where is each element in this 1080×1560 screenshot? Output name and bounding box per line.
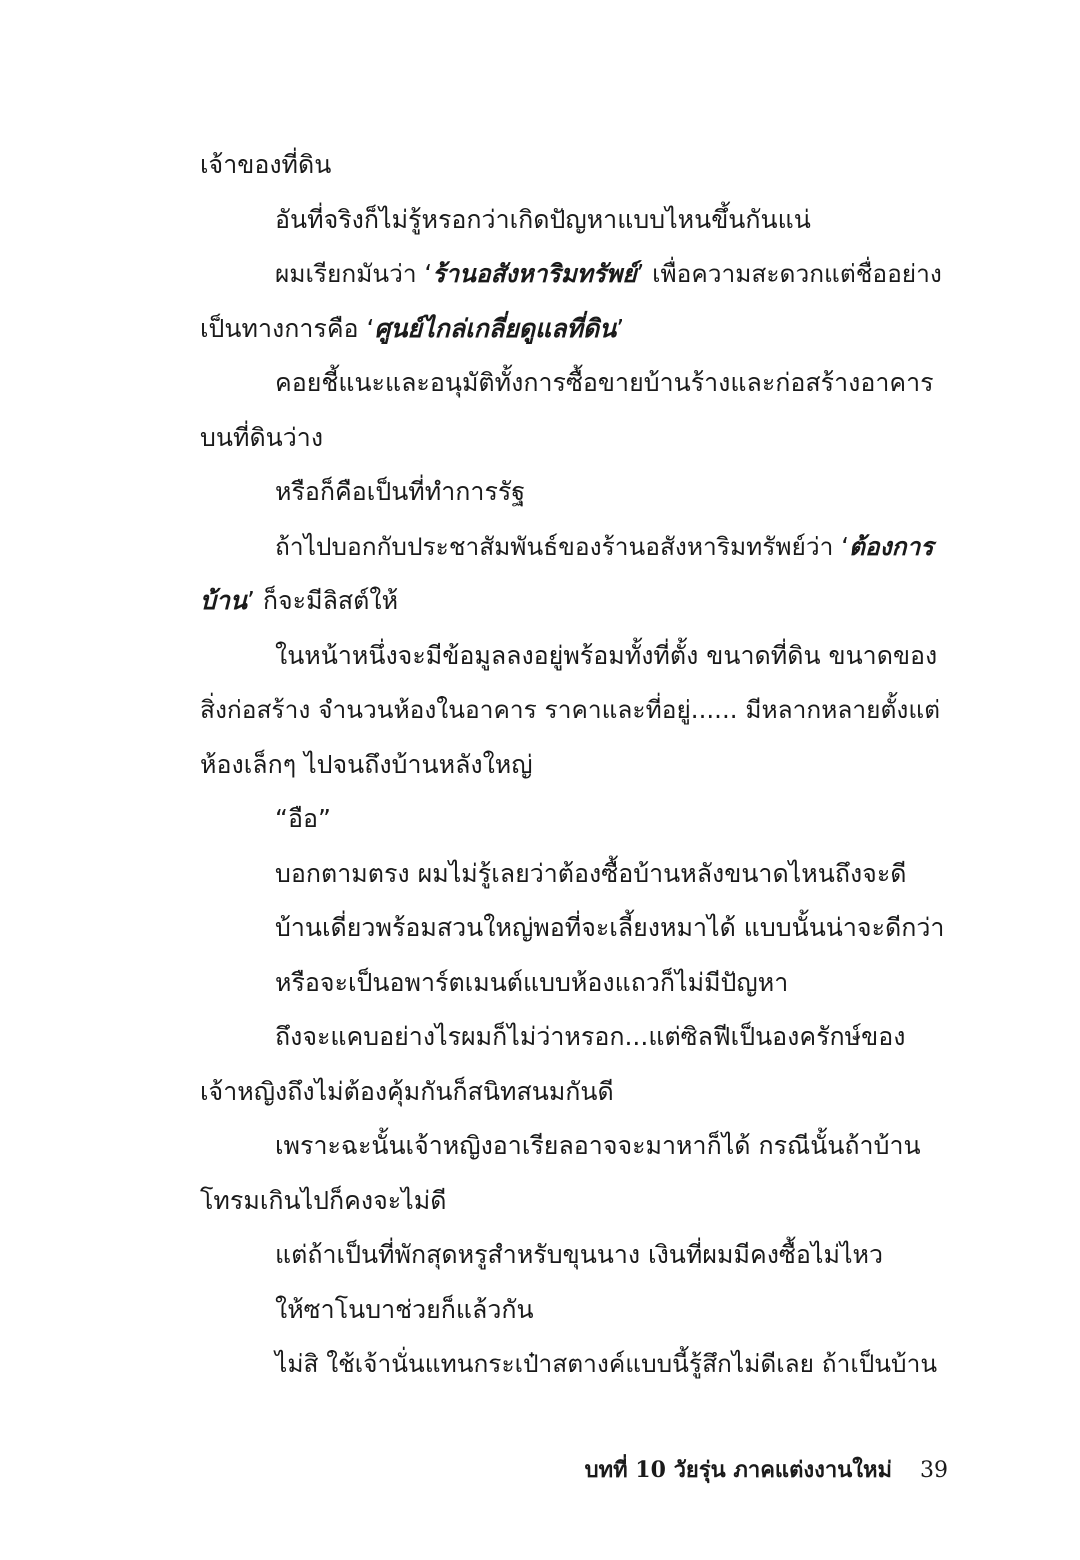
line-text: สิ่งก่อสร้าง จำนวนห้องในอาคาร ราคาและที่อยู่...... มีหลากหลายตั้งแต่ bbox=[200, 695, 941, 724]
line-text: ในหน้าหนึ่งจะมีข้อมูลลงอยู่พร้อมทั้งที่ตั้ง ขนาดที่ดิน ขนาดของ bbox=[275, 640, 938, 670]
text-line bbox=[200, 302, 945, 357]
line-text-part: ผมเรียกมันว่า ‘ bbox=[275, 259, 433, 288]
text-line bbox=[200, 465, 945, 520]
line-text: แต่ถ้าเป็นที่พักสุดหรูสำหรับขุนนาง เงินที่ผมมีคงซื้อไม่ไหว bbox=[275, 1240, 884, 1269]
line-text: หรือจะเป็นอพาร์ตเมนต์แบบห้องแถวก็ไม่มีปัญหา bbox=[275, 967, 789, 997]
line-text: ไม่สิ ใช้เจ้านั่นแทนกระเป๋าสตางค์แบบนี้รู้สึกไม่ดีเลย ถ้าเป็นบ้าน bbox=[275, 1349, 938, 1378]
text-line bbox=[200, 356, 945, 411]
text-line bbox=[200, 1283, 945, 1338]
text-line bbox=[200, 629, 945, 684]
line-text: ถึงจะแคบอย่างไรผมก็ไม่ว่าหรอก...แต่ซิลฟีเป็นองครักษ์ของ bbox=[275, 1022, 906, 1051]
text-line bbox=[200, 683, 945, 738]
line-text-part: ถ้าไปบอกกับประชาสัมพันธ์ของร้านอสังหาริมทรัพย์ว่า ‘ bbox=[275, 531, 850, 561]
text-line bbox=[200, 1337, 945, 1392]
text-line bbox=[200, 738, 945, 793]
line-text: เพราะฉะนั้นเจ้าหญิงอาเรียลอาจจะมาหาก็ได้ กรณีนั้นถ้าบ้าน bbox=[275, 1131, 921, 1160]
page-number: 39 bbox=[920, 1458, 948, 1483]
text-line bbox=[200, 1119, 945, 1174]
chapter-title: บทที่ 10 วัยรุ่น ภาคแต่งงานใหม่ bbox=[584, 1457, 892, 1483]
line-text bbox=[200, 302, 624, 357]
line-text-part: ’ bbox=[616, 313, 625, 343]
emphasized-term: ต้องการ bbox=[849, 531, 934, 561]
line-text: ห้องเล็กๆ ไปจนถึงบ้านหลังใหญ่ bbox=[200, 749, 533, 779]
text-line bbox=[200, 847, 945, 902]
line-text bbox=[275, 520, 933, 575]
line-text: เจ้าหญิงถึงไม่ต้องคุ้มกันก็สนิทสนมกันดี bbox=[200, 1076, 614, 1106]
line-text: หรือก็คือเป็นที่ทำการรัฐ bbox=[275, 477, 526, 506]
text-line bbox=[200, 956, 945, 1011]
line-text: โทรมเกินไปก็คงจะไม่ดี bbox=[200, 1185, 447, 1215]
text-line bbox=[200, 792, 945, 847]
text-line bbox=[200, 574, 945, 629]
line-text: ให้ซาโนบาช่วยก็แล้วกัน bbox=[275, 1294, 534, 1324]
line-text: เจ้าของที่ดิน bbox=[200, 150, 332, 179]
text-line bbox=[200, 138, 945, 193]
dialogue-text: “อือ” bbox=[275, 804, 331, 833]
text-line bbox=[200, 247, 945, 302]
line-text bbox=[200, 574, 398, 629]
line-text: บ้านเดี่ยวพร้อมสวนใหญ่พอที่จะเลี้ยงหมาได้ แบบนั้นน่าจะดีกว่า bbox=[275, 913, 945, 942]
line-text bbox=[275, 247, 942, 302]
text-line bbox=[200, 411, 945, 466]
line-text: บนที่ดินว่าง bbox=[200, 422, 324, 452]
page-footer bbox=[585, 1452, 948, 1487]
body-text bbox=[200, 138, 945, 1392]
emphasized-term: ศูนย์ไกล่เกลี่ยดูแลที่ดิน bbox=[374, 313, 617, 343]
emphasized-term: ร้านอสังหาริมทรัพย์ bbox=[432, 259, 637, 288]
emphasized-term: บ้าน bbox=[200, 586, 247, 615]
text-line bbox=[200, 1228, 945, 1283]
text-line bbox=[200, 520, 945, 575]
line-text-part: เป็นทางการคือ ‘ bbox=[200, 313, 375, 343]
text-line bbox=[200, 901, 945, 956]
line-text: อันที่จริงก็ไม่รู้หรอกว่าเกิดปัญหาแบบไหนขึ้นกันแน่ bbox=[275, 204, 811, 234]
line-text-part: ’ ก็จะมีลิสต์ให้ bbox=[247, 586, 399, 615]
line-text: บอกตามตรง ผมไม่รู้เลยว่าต้องซื้อบ้านหลังขนาดไหนถึงจะดี bbox=[275, 858, 907, 888]
text-line bbox=[200, 1174, 945, 1229]
text-line bbox=[200, 1010, 945, 1065]
text-line bbox=[200, 1065, 945, 1120]
line-text-part: ’ เพื่อความสะดวกแต่ชื่ออย่าง bbox=[636, 259, 942, 288]
line-text: คอยชี้แนะและอนุมัติทั้งการซื้อขายบ้านร้างและก่อสร้างอาคาร bbox=[275, 368, 934, 397]
text-line bbox=[200, 193, 945, 248]
